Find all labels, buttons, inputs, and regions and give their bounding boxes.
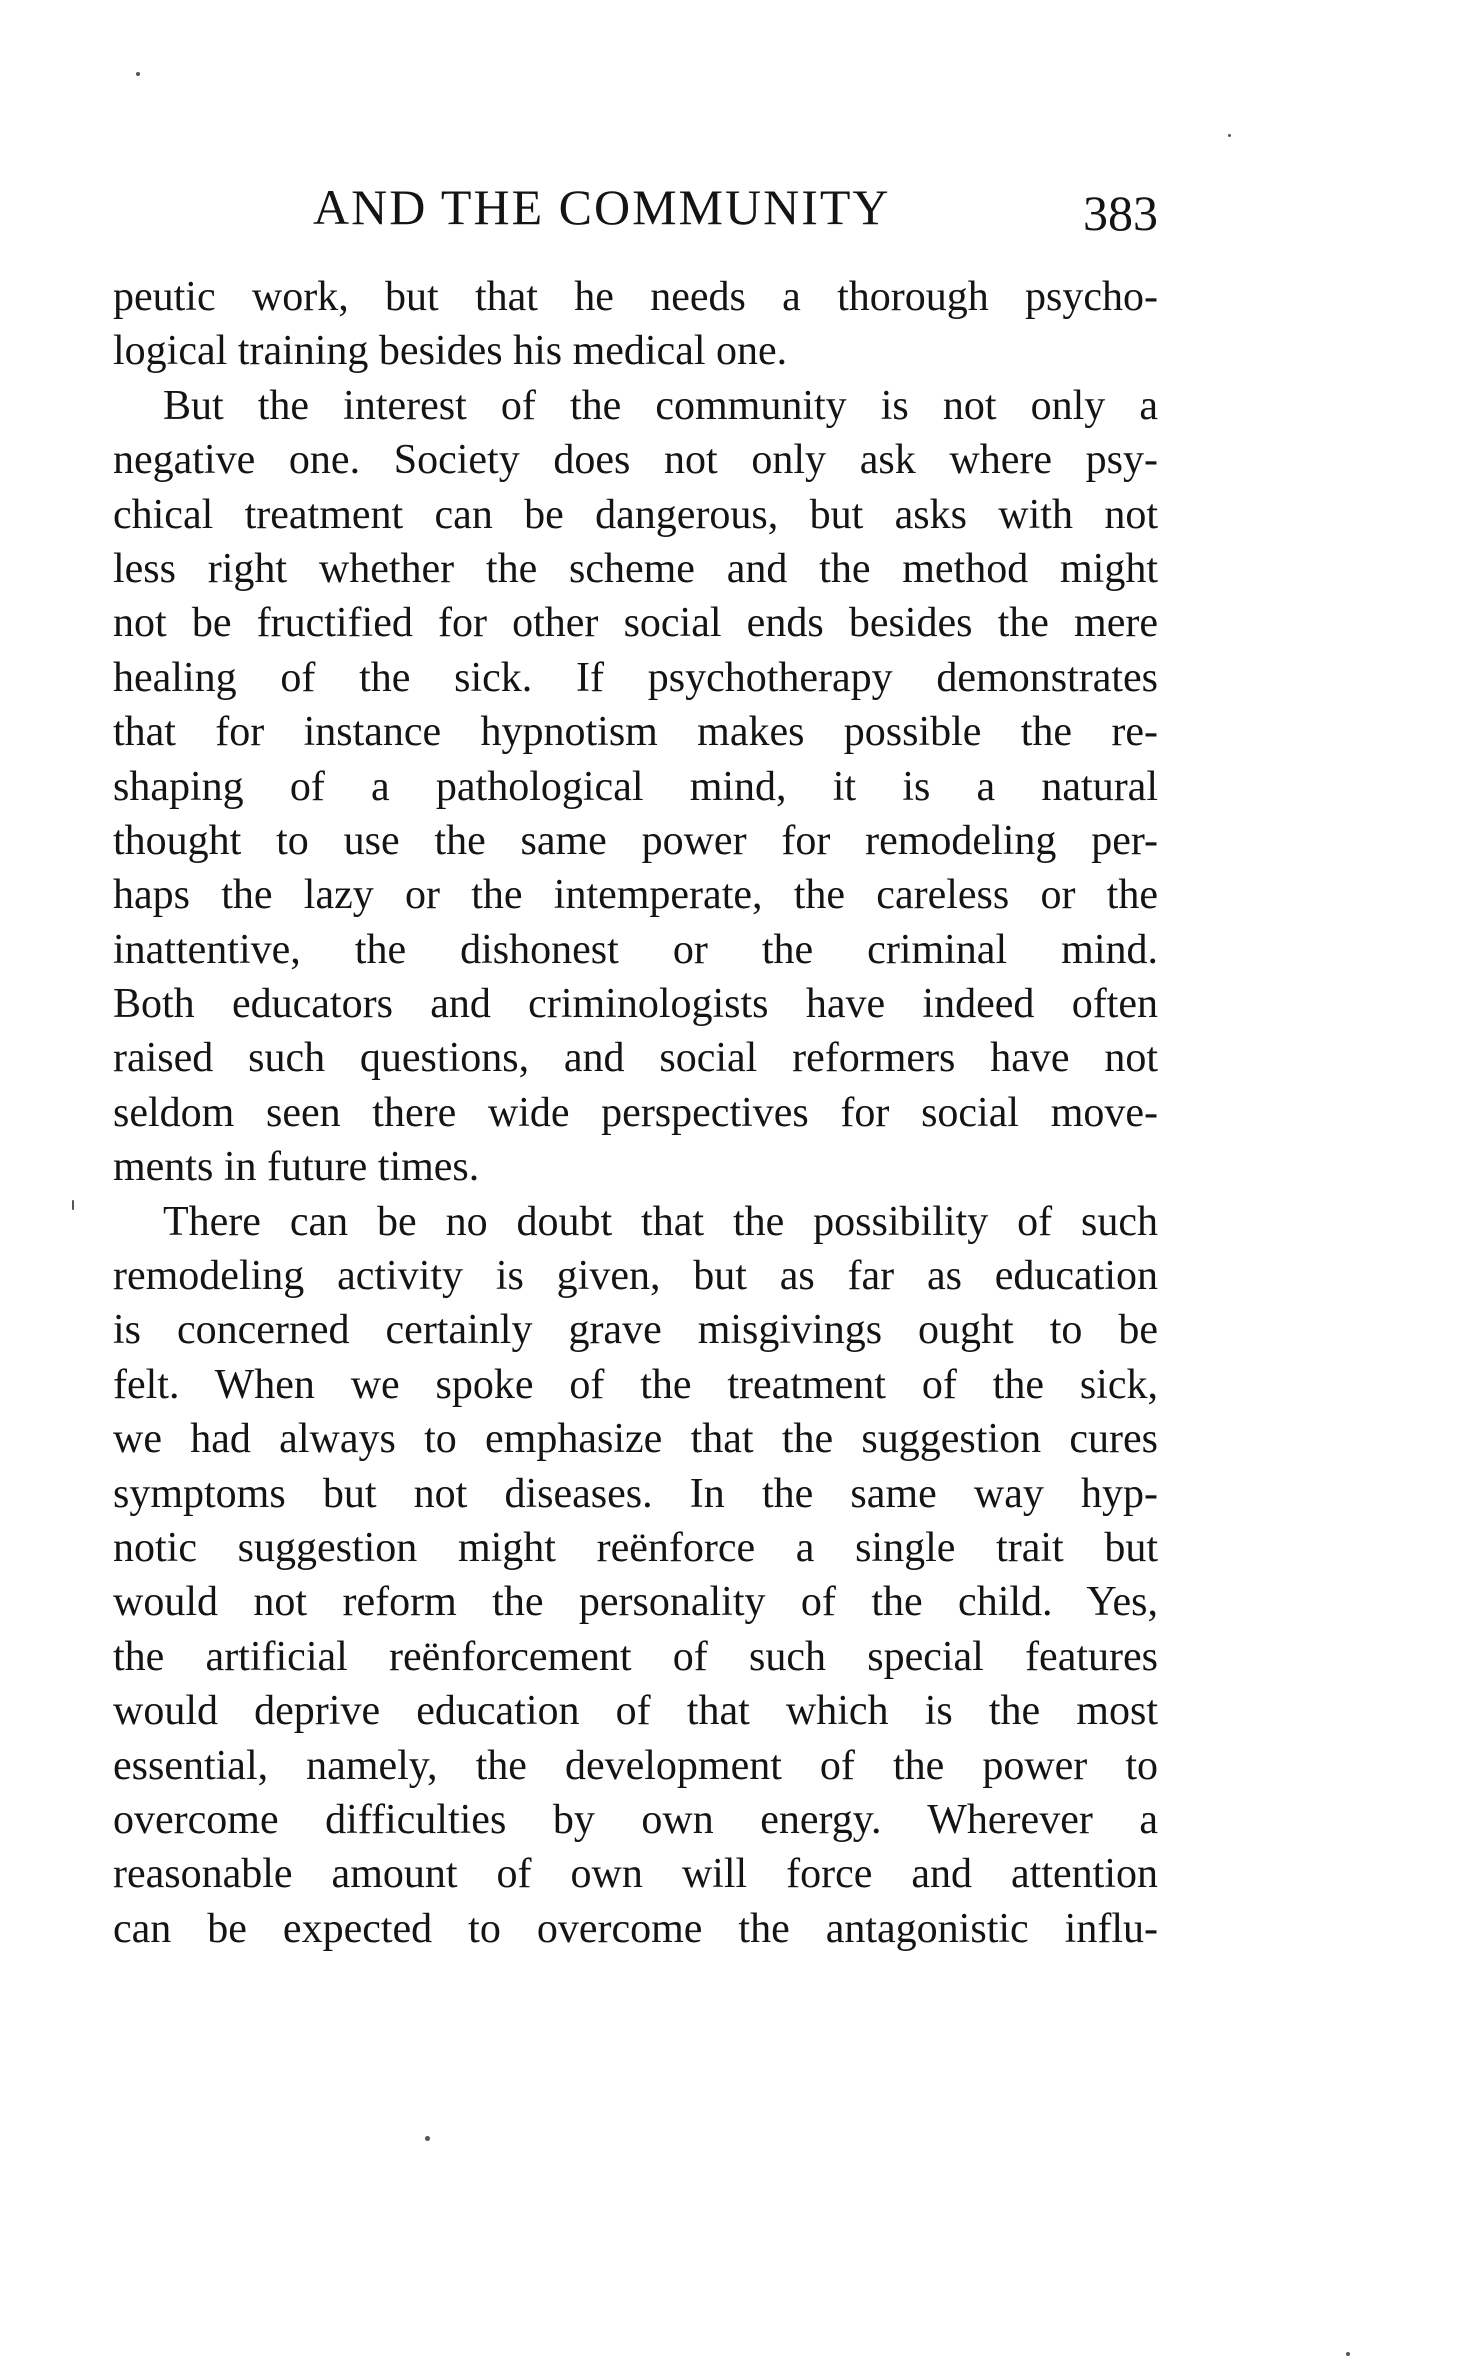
text-line: would not reform the personality of the child. Yes, — [113, 1579, 1158, 1626]
text-line: reasonable amount of own will force and attention — [113, 1851, 1158, 1898]
text-line: raised such questions, and social reformers have not — [113, 1035, 1158, 1082]
running-title: AND THE COMMUNITY — [313, 179, 891, 235]
print-speck — [425, 2136, 430, 2141]
text-line: the artificial reënforcement of such special features — [113, 1633, 1158, 1680]
text-line: thought to use the same power for remodeling per- — [113, 817, 1158, 864]
text-line: healing of the sick. If psychotherapy demonstrates — [113, 654, 1158, 701]
text-line: that for instance hypnotism makes possible the re- — [113, 709, 1158, 756]
text-line: Both educators and criminologists have indeed often — [113, 981, 1158, 1028]
text-line: we had always to emphasize that the suggestion cures — [113, 1416, 1158, 1463]
text-line: symptoms but not diseases. In the same way hyp- — [113, 1470, 1158, 1517]
text-line: peutic work, but that he needs a thorough psycho- — [113, 274, 1158, 320]
text-line: negative one. Society does not only ask where psy- — [113, 437, 1158, 484]
text-line: But the interest of the community is not only a — [163, 382, 1158, 429]
text-line: would deprive education of that which is the most — [113, 1688, 1158, 1735]
text-line: felt. When we spoke of the treatment of the sick, — [113, 1361, 1158, 1408]
text-line: haps the lazy or the intemperate, the careless or the — [113, 872, 1158, 919]
print-speck — [136, 72, 140, 76]
text-line: is concerned certainly grave misgivings ought to be — [113, 1307, 1158, 1354]
text-line: shaping of a pathological mind, it is a natural — [113, 763, 1158, 810]
text-line: not be fructified for other social ends besides the mere — [113, 600, 1158, 647]
text-line: can be expected to overcome the antagonistic influ- — [113, 1905, 1158, 1952]
print-speck — [1228, 134, 1231, 137]
text-line: seldom seen there wide perspectives for social move- — [113, 1089, 1158, 1136]
text-line: less right whether the scheme and the method might — [113, 545, 1158, 592]
page-number: 383 — [1083, 185, 1158, 241]
text-line: overcome difficulties by own energy. Wherever a — [113, 1796, 1158, 1843]
text-line: ments in future times. — [113, 1144, 480, 1191]
text-line: logical training besides his medical one. — [113, 328, 788, 375]
text-line: essential, namely, the development of the power to — [113, 1742, 1158, 1789]
text-line: chical treatment can be dangerous, but asks with not — [113, 491, 1158, 538]
print-speck — [72, 1200, 74, 1210]
body-text — [113, 270, 1158, 1956]
text-line: notic suggestion might reënforce a single trait but — [113, 1524, 1158, 1571]
print-speck — [1346, 2352, 1350, 2356]
running-head — [113, 172, 1158, 242]
text-line: There can be no doubt that the possibility of such — [163, 1198, 1158, 1245]
text-line: remodeling activity is given, but as far as education — [113, 1253, 1158, 1300]
text-line: inattentive, the dishonest or the criminal mind. — [113, 926, 1158, 973]
